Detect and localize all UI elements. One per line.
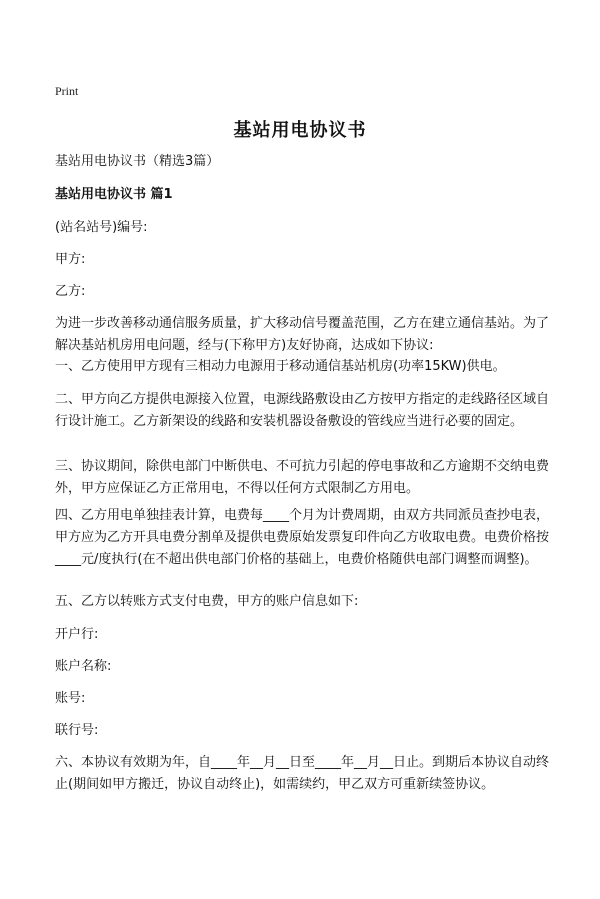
paragraph-station-number: (站名站号)编号: [55, 220, 148, 235]
paragraph-bank-code: 联行号: [55, 723, 99, 738]
paragraph-clause-1: 一、乙方使用甲方现有三相动力电源用于移动通信基站机房(功率15KW)供电。 [55, 359, 506, 374]
paragraph-clause-2: 二、甲方向乙方提供电源接入位置，电源线路敷设由乙方按甲方指定的走线路径区域自行设计施工。乙方新架设的线路和安装机器设备敷设的管线应当进行必要的固定。 [55, 392, 550, 429]
paragraph-account-number: 账号: [55, 691, 86, 706]
paragraph-clause-6: 六、本协议有效期为年，自____年__月__日至____年__月__日止。到期后本协议自动终止(期间如甲方搬迁，协议自动终止)，如需续约，甲乙双方可重新续签协议。 [55, 755, 550, 792]
document-subtitle: 基站用电协议书（精选3篇） [55, 154, 220, 169]
paragraph-clause-3: 三、协议期间，除供电部门中断供电、不可抗力引起的停电事故和乙方逾期不交纳电费外，甲方应保证乙方正常用电，不得以任何方式限制乙方用电。 [55, 459, 550, 496]
paragraph-intro: 为进一步改善移动通信服务质量，扩大移动信号覆盖范围，乙方在建立通信基站。为了解决基站机房用电问题，经与(下称甲方)友好协商，达成如下协议: [55, 316, 550, 353]
paragraph-clause-4: 四、乙方用电单独挂表计算，电费每____个月为计费周期，由双方共同派员查抄电表，甲方应为乙方开具电费分割单及提供电费原始发票复印件向乙方收取电费。电费价格按____元/度执行(在不超出供电部门价格的基础上，电费价格随供电部门调整而调整)。 [55, 508, 550, 567]
document-title: 基站用电协议书 [233, 120, 367, 141]
paragraph-bank: 开户行: [55, 627, 99, 642]
section-heading: 基站用电协议书 篇1 [55, 187, 173, 202]
print-link[interactable]: Print [55, 84, 79, 98]
paragraph-party-b: 乙方: [55, 284, 86, 299]
paragraph-account-name: 账户名称: [55, 659, 112, 674]
paragraph-party-a: 甲方: [55, 252, 86, 267]
paragraph-clause-5: 五、乙方以转账方式支付电费，甲方的账户信息如下: [55, 594, 359, 609]
